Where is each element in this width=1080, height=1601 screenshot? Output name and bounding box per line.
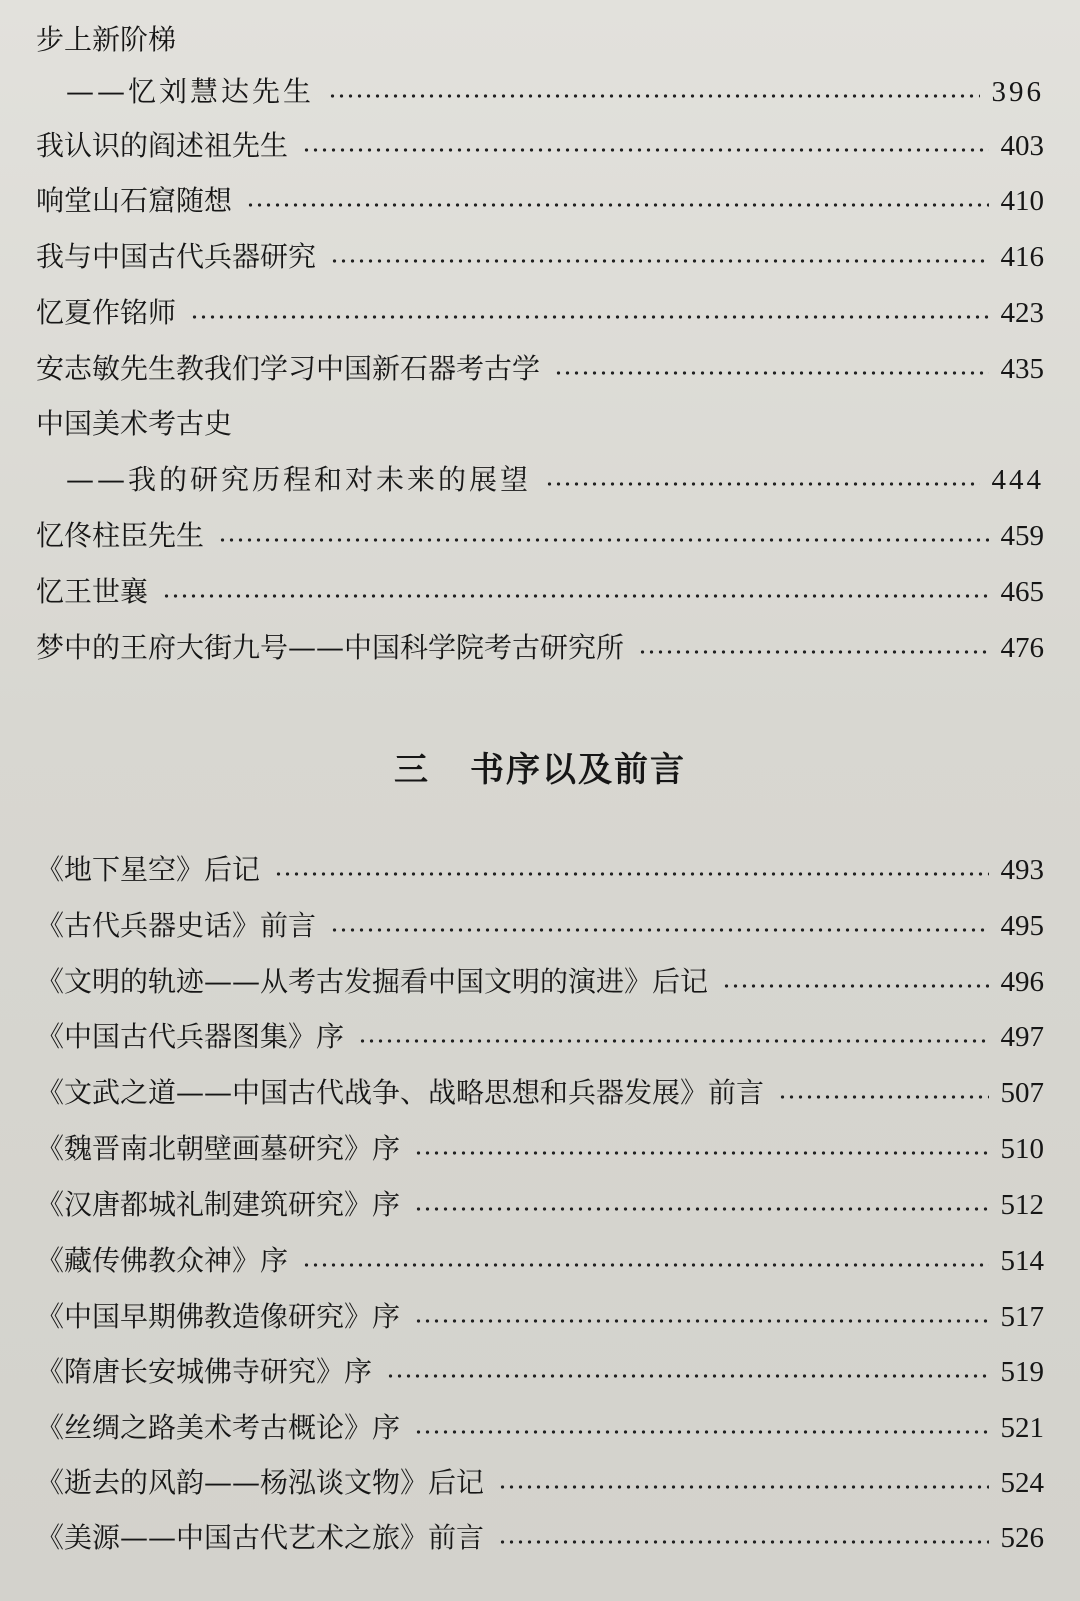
- dot-leader: [330, 927, 988, 933]
- toc-page-number: 496: [1000, 966, 1044, 998]
- toc-entry[interactable]: [36, 400, 1044, 448]
- toc-entry-title: 响堂山石窟随想: [36, 184, 233, 217]
- toc-entry-title: 《逝去的风韵——杨泓谈文物》后记: [36, 1466, 485, 1499]
- toc-entry-title: 《汉唐都城礼制建筑研究》序: [36, 1188, 401, 1221]
- dot-leader: [414, 1318, 988, 1324]
- toc-entry-title: ——忆刘慧达先生: [66, 75, 315, 108]
- dot-leader: [330, 258, 988, 264]
- toc-entry-title: 忆佟柱臣先生: [36, 519, 205, 552]
- dot-leader: [414, 1429, 988, 1435]
- toc-entry[interactable]: [36, 1181, 1044, 1229]
- dot-leader: [414, 1150, 988, 1156]
- toc-page-number: 495: [1000, 910, 1044, 942]
- toc-page-number: 465: [1000, 576, 1044, 608]
- toc-entry[interactable]: [36, 846, 1044, 894]
- toc-entry[interactable]: [36, 233, 1044, 281]
- toc-entry-title: 《中国早期佛教造像研究》序: [36, 1300, 401, 1333]
- toc-page-number: 526: [1000, 1522, 1044, 1554]
- toc-page-number: 497: [1000, 1021, 1044, 1053]
- dot-leader: [778, 1094, 988, 1100]
- toc-page-number: 524: [1000, 1467, 1044, 1499]
- toc-entry-title: 《美源——中国古代艺术之旅》前言: [36, 1521, 485, 1554]
- toc-entry[interactable]: [36, 1013, 1044, 1061]
- toc-entry-subtitle[interactable]: [66, 68, 1044, 116]
- dot-leader: [162, 593, 988, 599]
- toc-page-number: 410: [1000, 185, 1044, 217]
- toc-page-number: 493: [1000, 854, 1044, 886]
- section-heading: [0, 742, 1080, 791]
- section-number: 三: [394, 750, 430, 790]
- dot-leader: [302, 147, 988, 153]
- toc-page-number: 459: [1000, 520, 1044, 552]
- toc-entry-title: 我认识的阎述祖先生: [36, 129, 289, 162]
- toc-entry[interactable]: [36, 1125, 1044, 1173]
- toc-entry[interactable]: [36, 1293, 1044, 1341]
- toc-entry-title: 步上新阶梯: [36, 23, 177, 56]
- toc-entry-title: 《文明的轨迹——从考古发掘看中国文明的演进》后记: [36, 965, 709, 998]
- toc-entry-title: 《丝绸之路美术考古概论》序: [36, 1411, 401, 1444]
- dot-leader: [386, 1373, 988, 1379]
- toc-entry[interactable]: [36, 902, 1044, 950]
- toc-page-number: 403: [1000, 130, 1044, 162]
- toc-entry[interactable]: [36, 1069, 1044, 1117]
- toc-entry-title: 梦中的王府大街九号——中国科学院考古研究所: [36, 631, 625, 664]
- toc-entry[interactable]: [36, 1514, 1044, 1562]
- toc-entry-title: 《魏晋南北朝壁画墓研究》序: [36, 1132, 401, 1165]
- toc-entry[interactable]: [36, 122, 1044, 170]
- toc-entry[interactable]: [36, 16, 1044, 64]
- toc-page-number: 476: [1000, 632, 1044, 664]
- toc-page-number: 435: [1000, 353, 1044, 385]
- dot-leader: [414, 1206, 988, 1212]
- dot-leader: [274, 871, 988, 877]
- toc-page-number: 396: [991, 76, 1044, 108]
- toc-entry[interactable]: [36, 624, 1044, 672]
- toc-page-number: 444: [991, 464, 1044, 496]
- dot-leader: [498, 1539, 988, 1545]
- dot-leader: [218, 537, 988, 543]
- toc-page-number: 416: [1000, 241, 1044, 273]
- toc-page-number: 519: [1000, 1356, 1044, 1388]
- toc-entry[interactable]: [36, 1237, 1044, 1285]
- dot-leader: [302, 1262, 988, 1268]
- toc-page-number: 521: [1000, 1412, 1044, 1444]
- toc-entry[interactable]: [36, 289, 1044, 337]
- toc-entry[interactable]: [36, 345, 1044, 393]
- dot-leader: [722, 983, 988, 989]
- dot-leader: [190, 314, 988, 320]
- toc-entry-title: 《地下星空》后记: [36, 853, 261, 886]
- toc-entry-title: ——我的研究历程和对未来的展望: [66, 463, 532, 496]
- toc-page-number: 517: [1000, 1301, 1044, 1333]
- toc-page-number: 423: [1000, 297, 1044, 329]
- dot-leader: [638, 649, 988, 655]
- dot-leader: [545, 481, 979, 487]
- toc-entry[interactable]: [36, 177, 1044, 225]
- toc-entry-title: 《藏传佛教众神》序: [36, 1244, 289, 1277]
- toc-entry-title: 《中国古代兵器图集》序: [36, 1020, 345, 1053]
- toc-page-number: 514: [1000, 1245, 1044, 1277]
- toc-entry-title: 忆夏作铭师: [36, 296, 177, 329]
- toc-entry-title: 安志敏先生教我们学习中国新石器考古学: [36, 352, 541, 385]
- toc-entry[interactable]: [36, 568, 1044, 616]
- toc-entry-title: 我与中国古代兵器研究: [36, 240, 317, 273]
- toc-page-number: 507: [1000, 1077, 1044, 1109]
- toc-entry-title: 《文武之道——中国古代战争、战略思想和兵器发展》前言: [36, 1076, 765, 1109]
- toc-entry-subtitle[interactable]: [66, 456, 1044, 504]
- toc-entry[interactable]: [36, 512, 1044, 560]
- toc-page-number: 510: [1000, 1133, 1044, 1165]
- toc-page-number: 512: [1000, 1189, 1044, 1221]
- dot-leader: [554, 370, 988, 376]
- section-title: 书序以及前言: [470, 750, 686, 790]
- toc-entry-title: 忆王世襄: [36, 575, 149, 608]
- toc-entry[interactable]: [36, 1459, 1044, 1507]
- dot-leader: [358, 1038, 988, 1044]
- dot-leader: [246, 202, 988, 208]
- toc-entry-title: 中国美术考古史: [36, 407, 233, 440]
- dot-leader: [328, 93, 979, 99]
- toc-entry[interactable]: [36, 1404, 1044, 1452]
- dot-leader: [498, 1484, 988, 1490]
- toc-entry-title: 《隋唐长安城佛寺研究》序: [36, 1355, 373, 1388]
- toc-entry-title: 《古代兵器史话》前言: [36, 909, 317, 942]
- toc-entry[interactable]: [36, 1348, 1044, 1396]
- toc-entry[interactable]: [36, 958, 1044, 1006]
